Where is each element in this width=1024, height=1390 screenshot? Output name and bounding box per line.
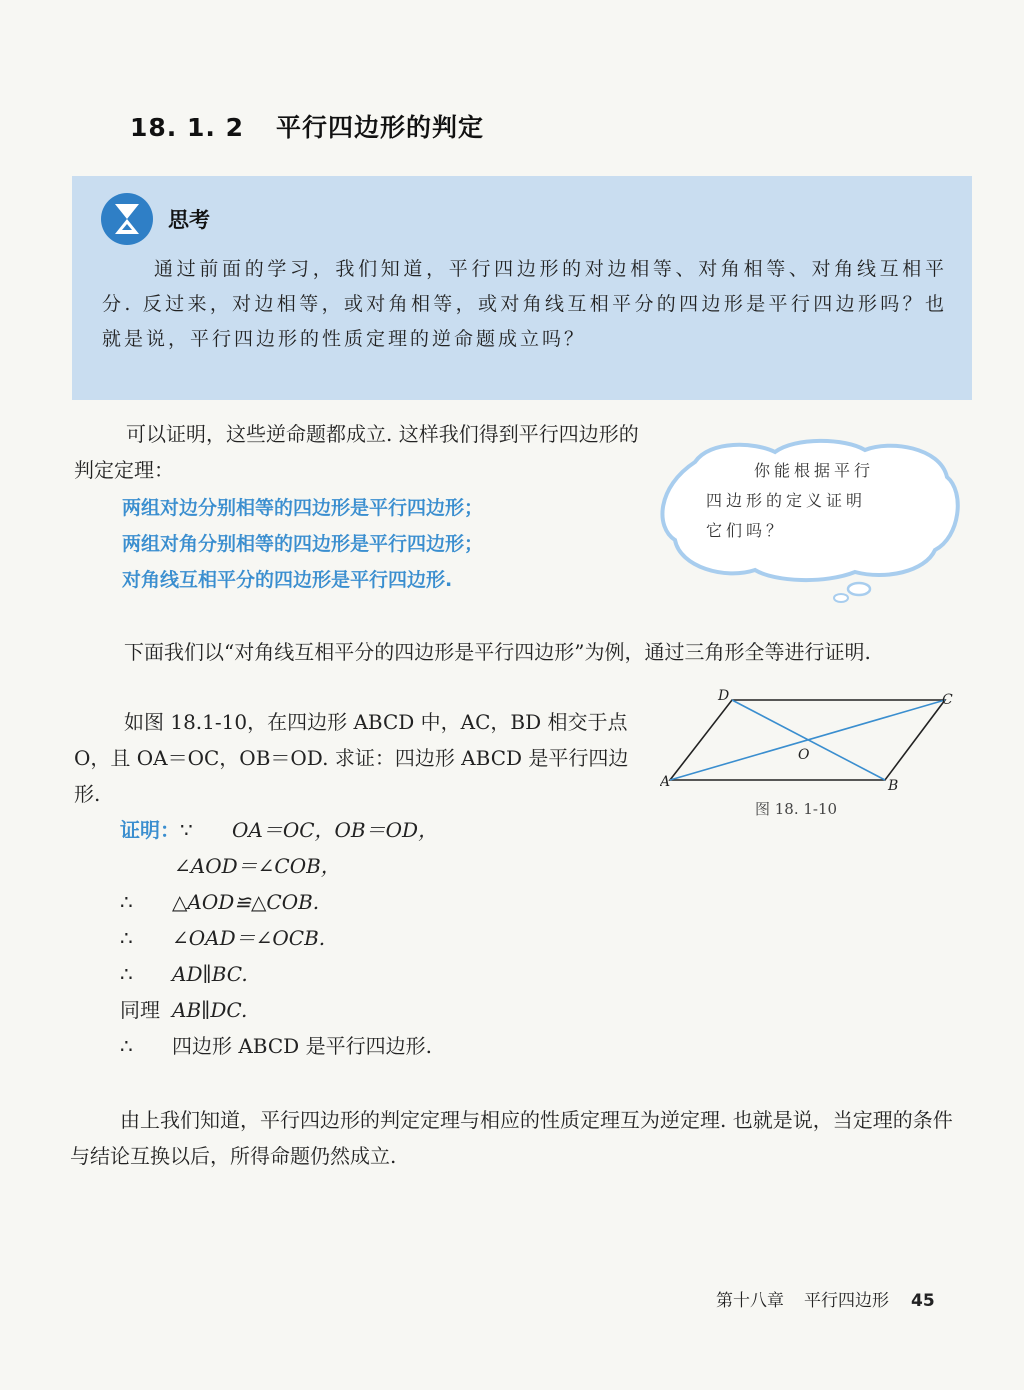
vertex-label-d: D <box>718 688 730 704</box>
think-label: 思考 <box>168 208 210 232</box>
therefore-symbol: ∴ <box>120 962 133 986</box>
proof-step: AD∥BC. <box>172 962 248 986</box>
example-intro: 下面我们以“对角线互相平分的四边形是平行四边形”为例，通过三角形全等进行证明. <box>124 640 871 664</box>
proof-row <box>120 992 438 1028</box>
proof <box>120 812 438 1064</box>
footer-chapter: 第十八章 <box>716 1291 784 1311</box>
proof-row <box>120 920 438 956</box>
bubble-line: 四边形的定义证明 <box>706 491 867 510</box>
section-heading <box>130 108 484 144</box>
think-text: 通过前面的学习，我们知道，平行四边形的对边相等、对角相等、对角线互相平分. 反过来，对边相等，或对角相等，或对角线互相平分的四边形是平行四边形吗？也就是说，平行四边形的性质定理的逆命题成立吗？ <box>102 258 947 350</box>
page-number: 45 <box>911 1291 935 1311</box>
theorem-item: 对角线互相平分的四边形是平行四边形. <box>122 569 453 591</box>
proof-step: OA＝OC，OB＝OD， <box>232 818 439 842</box>
page-footer <box>716 1286 935 1311</box>
vertex-label-b: B <box>888 778 899 792</box>
proof-step: ∠AOD＝∠COB， <box>174 854 341 878</box>
theorem-item: 两组对边分别相等的四边形是平行四边形； <box>122 497 484 519</box>
bubble-line: 它们吗？ <box>706 521 787 540</box>
therefore-symbol: ∴ <box>120 1034 133 1058</box>
figure-caption: 图 18. 1-10 <box>755 800 838 818</box>
proof-step: AB∥DC. <box>172 998 248 1022</box>
proof-label: 证明： <box>120 818 180 842</box>
vertex-label-c: C <box>942 692 953 708</box>
diagonal-bd <box>732 700 885 780</box>
proof-row <box>120 1028 438 1064</box>
therefore-symbol: ∴ <box>120 926 133 950</box>
intro-paragraph: 可以证明，这些逆命题都成立. 这样我们得到平行四边形的判定定理： <box>74 422 639 482</box>
think-icon <box>100 192 154 246</box>
proof-row <box>120 956 438 992</box>
because-symbol: ∵ <box>180 818 193 842</box>
proof-conclusion: 四边形 ABCD 是平行四边形. <box>172 1034 432 1058</box>
center-label-o: O <box>798 747 810 763</box>
therefore-symbol: ∴ <box>120 890 133 914</box>
bubble-line: 你能根据平行 <box>754 461 875 480</box>
problem-statement: 如图 18.1-10，在四边形 ABCD 中，AC，BD 相交于点 O，且 OA＝OC，OB＝OD. 求证：四边形 ABCD 是平行四边形. <box>74 710 629 806</box>
footer-chapter-name: 平行四边形 <box>804 1291 889 1311</box>
parallelogram-figure <box>660 682 960 792</box>
similarly-label: 同理 <box>120 998 160 1022</box>
proof-row <box>120 848 438 884</box>
section-title: 平行四边形的判定 <box>275 113 484 142</box>
theorem-list <box>122 490 642 598</box>
proof-row <box>120 884 438 920</box>
theorem-item: 两组对角分别相等的四边形是平行四边形； <box>122 533 484 555</box>
summary-paragraph: 由上我们知道，平行四边形的判定定理与相应的性质定理互为逆定理. 也就是说，当定理的条件与结论互换以后，所得命题仍然成立. <box>70 1108 953 1168</box>
thought-bubble-text <box>706 456 916 546</box>
proof-step: △AOD≌△COB. <box>172 890 320 914</box>
proof-row <box>120 812 438 848</box>
vertex-label-a: A <box>660 774 671 790</box>
section-number: 18. 1. 2 <box>130 113 244 142</box>
proof-step: ∠OAD＝∠OCB. <box>172 926 326 950</box>
